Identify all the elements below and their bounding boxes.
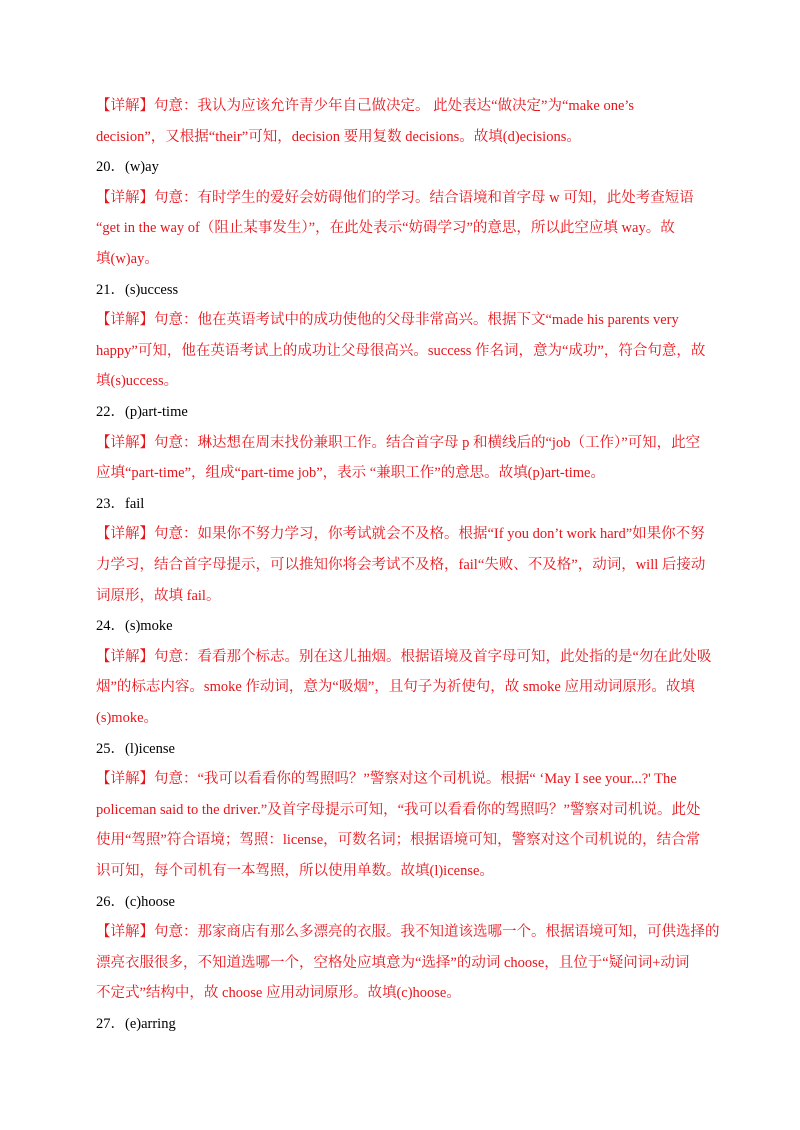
explanation-line: 【详解】句意：琳达想在周末找份兼职工作。结合首字母 p 和横线后的“job（工作）”可知，此空 — [96, 434, 701, 451]
answer-heading: 24．(s)moke — [96, 618, 173, 635]
explanation-line: 【详解】句意：我认为应该允许青少年自己做决定。 此处表达“做决定”为“make one’s — [96, 98, 635, 114]
explanation-line: 填(s)uccess。 — [96, 373, 179, 390]
explanation-line: 【详解】句意：“我可以看看你的驾照吗？”警察对这个司机说。根据“ ‘May I see your...?' The — [96, 771, 677, 788]
explanation-line: 力学习，结合首字母提示，可以推知你将会考试不及格，fail“失败、不及格”，动词，will 后接动 — [96, 557, 706, 573]
explanation-line: policeman said to the driver.”及首字母提示可知，“我可以看看你的驾照吗？”警察对司机说。此处 — [96, 801, 701, 818]
explanation-line: 使用“驾照”符合语境；驾照：license，可数名词；根据语境可知，警察对这个司机说的，结合常 — [96, 832, 701, 849]
explanation-line: 【详解】句意：有时学生的爱好会妨碍他们的学习。结合语境和首字母 w 可知，此处考查短语 — [96, 189, 694, 206]
explanation-line: (s)moke。 — [96, 710, 159, 726]
explanation-line: 不定式”结构中，故 choose 应用动词原形。故填(c)hoose。 — [96, 985, 461, 1002]
answer-heading: 22．(p)art-time — [96, 404, 188, 420]
explanation-line: 【详解】句意：他在英语考试中的成功使他的父母非常高兴。根据下文“made his parents very — [96, 312, 679, 329]
explanation-line: “get in the way of（阻止某事发生）”，在此处表示“妨碍学习”的意思，所以此空应填 way。故 — [96, 220, 675, 237]
explanation-line: 【详解】句意：那家商店有那么多漂亮的衣服。我不知道该选哪一个。根据语境可知，可供选择的 — [96, 924, 720, 941]
explanation-line: 识可知，每个司机有一本驾照，所以使用单数。故填(l)icense。 — [96, 863, 494, 879]
explanation-line: decision”，又根据“their”可知，decision 要用复数 decisions。故填(d)ecisions。 — [96, 128, 581, 145]
explanation-line: 应填“part-time”，组成“part-time job”，表示 “兼职工作”的意思。故填(p)art-time。 — [96, 465, 605, 482]
answer-heading: 26．(c)hoose — [96, 893, 175, 910]
explanation-line: 填(w)ay。 — [96, 251, 159, 267]
explanation-line: 词原形，故填 fail。 — [96, 587, 221, 604]
answer-heading: 20．(w)ay — [96, 159, 159, 176]
answer-heading: 21．(s)uccess — [96, 281, 179, 298]
answer-heading: 27．(e)arring — [96, 1016, 176, 1032]
explanation-line: 【详解】句意：如果你不努力学习，你考试就会不及格。根据“If you don’t work hard”如果你不努 — [96, 526, 705, 543]
answer-heading: 25．(l)icense — [96, 740, 175, 757]
explanation-line: 漂亮衣服很多，不知道选哪一个，空格处应填意为“选择”的动词 choose，且位于“疑问词+动词 — [96, 954, 690, 971]
explanation-line: 烟”的标志内容。smoke 作动词，意为“吸烟”，且句子为祈使句，故 smoke 应用动词原形。故填 — [96, 679, 695, 696]
answer-heading: 23．fail — [96, 495, 145, 512]
explanation-line: happy”可知，他在英语考试上的成功让父母很高兴。success 作名词，意为“成功”，符合句意，故 — [96, 342, 706, 359]
explanation-line: 【详解】句意：看看那个标志。别在这儿抽烟。根据语境及首字母可知，此处指的是“勿在此处吸 — [96, 648, 712, 665]
